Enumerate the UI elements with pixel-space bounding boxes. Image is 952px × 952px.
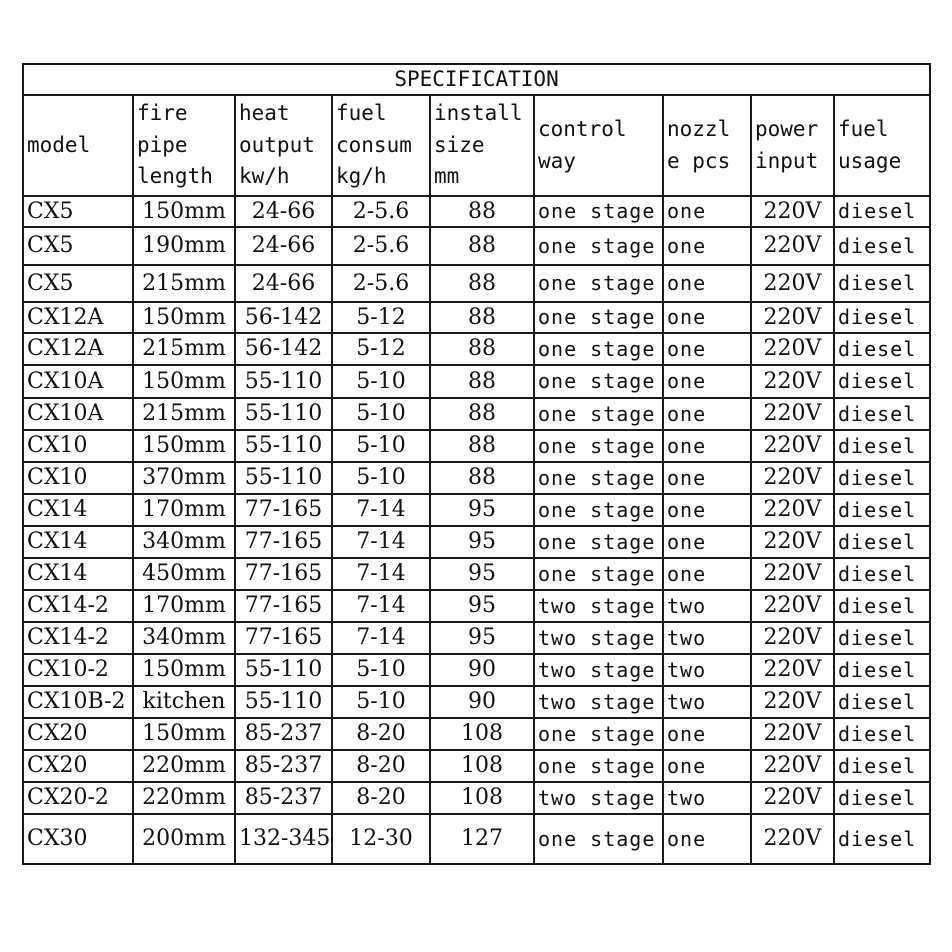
cell-heat-output: 77-165: [235, 622, 332, 654]
cell-control-way: one stage: [534, 302, 663, 333]
cell-fuel-usage: diesel: [834, 686, 930, 718]
cell-control-way: one stage: [534, 196, 663, 227]
cell-nozzle-pcs: one: [663, 494, 751, 526]
header-fire-pipe-length: [133, 95, 235, 196]
cell-fuel-consumption: 5-10: [332, 686, 430, 718]
cell-model: CX10A: [23, 365, 133, 398]
header-line: mm: [434, 164, 460, 189]
cell-control-way: two stage: [534, 686, 663, 718]
cell-model: CX10-2: [23, 654, 133, 686]
cell-heat-output: 77-165: [235, 558, 332, 590]
cell-fuel-usage: diesel: [834, 814, 930, 864]
cell-power-input: 220V: [751, 750, 834, 782]
cell-control-way: one stage: [534, 718, 663, 750]
cell-control-way: two stage: [534, 590, 663, 622]
cell-power-input: 220V: [751, 494, 834, 526]
cell-heat-output: 55-110: [235, 654, 332, 686]
cell-model: CX10A: [23, 398, 133, 430]
cell-heat-output: 55-110: [235, 686, 332, 718]
cell-control-way: one stage: [534, 814, 663, 864]
cell-nozzle-pcs: two: [663, 654, 751, 686]
table-row: [23, 398, 930, 430]
cell-nozzle-pcs: one: [663, 718, 751, 750]
cell-power-input: 220V: [751, 333, 834, 365]
cell-fuel-usage: diesel: [834, 590, 930, 622]
header-install-size: [430, 95, 534, 196]
header-model: [23, 95, 133, 196]
cell-nozzle-pcs: two: [663, 590, 751, 622]
cell-fire-pipe-length: 190mm: [133, 227, 235, 265]
cell-fuel-usage: diesel: [834, 398, 930, 430]
cell-power-input: 220V: [751, 430, 834, 462]
cell-fuel-usage: diesel: [834, 302, 930, 333]
table-row: [23, 686, 930, 718]
cell-power-input: 220V: [751, 654, 834, 686]
table-row: [23, 526, 930, 558]
cell-heat-output: 55-110: [235, 462, 332, 494]
cell-nozzle-pcs: one: [663, 558, 751, 590]
cell-fire-pipe-length: 150mm: [133, 302, 235, 333]
cell-fire-pipe-length: kitchen: [133, 686, 235, 718]
cell-power-input: 220V: [751, 526, 834, 558]
cell-model: CX10B-2: [23, 686, 133, 718]
cell-fuel-usage: diesel: [834, 622, 930, 654]
cell-heat-output: 132-345: [235, 814, 332, 864]
cell-power-input: 220V: [751, 814, 834, 864]
cell-nozzle-pcs: one: [663, 814, 751, 864]
cell-install-size: 127: [430, 814, 534, 864]
cell-install-size: 95: [430, 558, 534, 590]
cell-fire-pipe-length: 150mm: [133, 430, 235, 462]
cell-nozzle-pcs: one: [663, 333, 751, 365]
cell-nozzle-pcs: two: [663, 622, 751, 654]
cell-power-input: 220V: [751, 590, 834, 622]
cell-heat-output: 24-66: [235, 227, 332, 265]
cell-power-input: 220V: [751, 686, 834, 718]
cell-power-input: 220V: [751, 558, 834, 590]
cell-heat-output: 77-165: [235, 590, 332, 622]
cell-nozzle-pcs: one: [663, 265, 751, 302]
cell-heat-output: 56-142: [235, 333, 332, 365]
cell-control-way: one stage: [534, 750, 663, 782]
table-row: [23, 558, 930, 590]
cell-fuel-usage: diesel: [834, 462, 930, 494]
cell-control-way: one stage: [534, 398, 663, 430]
header-line: fuel: [336, 101, 387, 126]
cell-install-size: 108: [430, 782, 534, 814]
cell-install-size: 88: [430, 265, 534, 302]
table-row: [23, 718, 930, 750]
cell-control-way: two stage: [534, 654, 663, 686]
table-row: [23, 196, 930, 227]
cell-power-input: 220V: [751, 365, 834, 398]
cell-fuel-usage: diesel: [834, 558, 930, 590]
cell-control-way: one stage: [534, 333, 663, 365]
cell-fuel-consumption: 5-12: [332, 333, 430, 365]
cell-fire-pipe-length: 200mm: [133, 814, 235, 864]
table-row: [23, 750, 930, 782]
cell-control-way: one stage: [534, 526, 663, 558]
table-row: [23, 365, 930, 398]
cell-fire-pipe-length: 150mm: [133, 654, 235, 686]
cell-install-size: 90: [430, 654, 534, 686]
table-row: [23, 782, 930, 814]
cell-install-size: 90: [430, 686, 534, 718]
cell-heat-output: 77-165: [235, 494, 332, 526]
cell-install-size: 88: [430, 333, 534, 365]
table-row: [23, 227, 930, 265]
table-row: [23, 494, 930, 526]
cell-model: CX14: [23, 494, 133, 526]
cell-nozzle-pcs: one: [663, 526, 751, 558]
table-row: [23, 265, 930, 302]
cell-control-way: one stage: [534, 365, 663, 398]
specification-table: [22, 63, 931, 865]
cell-heat-output: 85-237: [235, 718, 332, 750]
header-line: fuel: [838, 117, 889, 141]
header-line: nozzl: [667, 117, 731, 141]
cell-heat-output: 85-237: [235, 750, 332, 782]
table-row: [23, 462, 930, 494]
cell-fuel-consumption: 7-14: [332, 526, 430, 558]
cell-fire-pipe-length: 450mm: [133, 558, 235, 590]
cell-fuel-consumption: 2-5.6: [332, 227, 430, 265]
cell-install-size: 108: [430, 718, 534, 750]
cell-install-size: 88: [430, 196, 534, 227]
cell-fuel-usage: diesel: [834, 227, 930, 265]
cell-fire-pipe-length: 220mm: [133, 782, 235, 814]
cell-model: CX20: [23, 750, 133, 782]
cell-fuel-consumption: 8-20: [332, 750, 430, 782]
cell-nozzle-pcs: one: [663, 398, 751, 430]
cell-nozzle-pcs: two: [663, 782, 751, 814]
cell-fuel-consumption: 5-10: [332, 462, 430, 494]
cell-fire-pipe-length: 340mm: [133, 622, 235, 654]
cell-install-size: 88: [430, 462, 534, 494]
cell-model: CX10: [23, 462, 133, 494]
cell-fire-pipe-length: 215mm: [133, 333, 235, 365]
cell-fuel-consumption: 7-14: [332, 590, 430, 622]
cell-power-input: 220V: [751, 718, 834, 750]
cell-fuel-consumption: 7-14: [332, 558, 430, 590]
cell-power-input: 220V: [751, 462, 834, 494]
cell-fuel-usage: diesel: [834, 333, 930, 365]
cell-fire-pipe-length: 150mm: [133, 365, 235, 398]
cell-nozzle-pcs: one: [663, 365, 751, 398]
cell-power-input: 220V: [751, 227, 834, 265]
cell-fuel-usage: diesel: [834, 782, 930, 814]
cell-power-input: 220V: [751, 782, 834, 814]
cell-model: CX30: [23, 814, 133, 864]
cell-heat-output: 24-66: [235, 196, 332, 227]
table-row: [23, 333, 930, 365]
cell-fuel-usage: diesel: [834, 494, 930, 526]
cell-fire-pipe-length: 370mm: [133, 462, 235, 494]
cell-fuel-consumption: 5-10: [332, 365, 430, 398]
cell-model: CX12A: [23, 333, 133, 365]
header-line: power: [755, 117, 819, 141]
cell-heat-output: 77-165: [235, 526, 332, 558]
cell-fuel-usage: diesel: [834, 265, 930, 302]
cell-control-way: one stage: [534, 265, 663, 302]
cell-fire-pipe-length: 215mm: [133, 398, 235, 430]
table-row: [23, 622, 930, 654]
cell-heat-output: 24-66: [235, 265, 332, 302]
cell-control-way: one stage: [534, 227, 663, 265]
table-row: [23, 654, 930, 686]
cell-fuel-consumption: 7-14: [332, 494, 430, 526]
cell-install-size: 95: [430, 494, 534, 526]
cell-control-way: one stage: [534, 462, 663, 494]
header-row: [23, 95, 930, 196]
cell-model: CX14: [23, 558, 133, 590]
cell-fuel-usage: diesel: [834, 750, 930, 782]
cell-control-way: one stage: [534, 494, 663, 526]
cell-install-size: 95: [430, 526, 534, 558]
cell-fuel-consumption: 5-10: [332, 430, 430, 462]
cell-model: CX14-2: [23, 590, 133, 622]
cell-fire-pipe-length: 170mm: [133, 494, 235, 526]
header-power-input: [751, 95, 834, 196]
header-line: input: [755, 148, 819, 173]
header-nozzle-pcs: [663, 95, 751, 196]
table-row: [23, 302, 930, 333]
cell-fuel-usage: diesel: [834, 430, 930, 462]
cell-fire-pipe-length: 170mm: [133, 590, 235, 622]
cell-heat-output: 56-142: [235, 302, 332, 333]
cell-power-input: 220V: [751, 622, 834, 654]
cell-power-input: 220V: [751, 196, 834, 227]
cell-fuel-consumption: 2-5.6: [332, 265, 430, 302]
cell-fuel-consumption: 2-5.6: [332, 196, 430, 227]
cell-nozzle-pcs: one: [663, 302, 751, 333]
header-fuel-consumption: [332, 95, 430, 196]
header-line: model: [27, 132, 91, 157]
cell-fuel-consumption: 5-10: [332, 398, 430, 430]
cell-fuel-consumption: 5-10: [332, 654, 430, 686]
cell-power-input: 220V: [751, 398, 834, 430]
cell-fuel-usage: diesel: [834, 196, 930, 227]
cell-control-way: one stage: [534, 430, 663, 462]
cell-fire-pipe-length: 150mm: [133, 718, 235, 750]
cell-nozzle-pcs: one: [663, 196, 751, 227]
header-line: way: [538, 148, 576, 173]
header-line: control: [538, 117, 627, 141]
table-row: [23, 590, 930, 622]
cell-heat-output: 85-237: [235, 782, 332, 814]
cell-fire-pipe-length: 150mm: [133, 196, 235, 227]
header-line: output: [239, 132, 315, 157]
cell-model: CX5: [23, 265, 133, 302]
header-line: heat: [239, 101, 290, 126]
cell-heat-output: 55-110: [235, 365, 332, 398]
cell-fuel-usage: diesel: [834, 365, 930, 398]
table-title: SPECIFICATION: [23, 64, 930, 95]
header-control-way: [534, 95, 663, 196]
cell-install-size: 88: [430, 365, 534, 398]
cell-model: CX12A: [23, 302, 133, 333]
cell-heat-output: 55-110: [235, 398, 332, 430]
table-body: [23, 196, 930, 864]
cell-nozzle-pcs: one: [663, 462, 751, 494]
cell-fuel-usage: diesel: [834, 718, 930, 750]
cell-nozzle-pcs: two: [663, 686, 751, 718]
cell-install-size: 95: [430, 622, 534, 654]
cell-model: CX5: [23, 196, 133, 227]
cell-fuel-consumption: 5-12: [332, 302, 430, 333]
cell-model: CX20: [23, 718, 133, 750]
cell-fuel-consumption: 8-20: [332, 718, 430, 750]
header-line: pipe: [137, 132, 188, 157]
header-line: e pcs: [667, 148, 731, 173]
cell-model: CX5: [23, 227, 133, 265]
cell-nozzle-pcs: one: [663, 750, 751, 782]
cell-model: CX10: [23, 430, 133, 462]
cell-fuel-usage: diesel: [834, 654, 930, 686]
cell-control-way: one stage: [534, 558, 663, 590]
cell-model: CX20-2: [23, 782, 133, 814]
cell-control-way: two stage: [534, 622, 663, 654]
header-line: consum: [336, 132, 412, 157]
cell-power-input: 220V: [751, 302, 834, 333]
header-line: kw/h: [239, 164, 290, 189]
cell-fire-pipe-length: 215mm: [133, 265, 235, 302]
cell-fuel-usage: diesel: [834, 526, 930, 558]
cell-install-size: 108: [430, 750, 534, 782]
cell-nozzle-pcs: one: [663, 430, 751, 462]
cell-power-input: 220V: [751, 265, 834, 302]
header-line: usage: [838, 148, 902, 173]
cell-install-size: 88: [430, 302, 534, 333]
header-line: install: [434, 101, 523, 126]
cell-model: CX14-2: [23, 622, 133, 654]
header-line: fire: [137, 101, 188, 126]
cell-install-size: 88: [430, 398, 534, 430]
cell-install-size: 88: [430, 430, 534, 462]
cell-nozzle-pcs: one: [663, 227, 751, 265]
cell-control-way: two stage: [534, 782, 663, 814]
header-line: kg/h: [336, 164, 387, 189]
cell-heat-output: 55-110: [235, 430, 332, 462]
header-line: length: [137, 164, 213, 189]
cell-fire-pipe-length: 220mm: [133, 750, 235, 782]
cell-install-size: 95: [430, 590, 534, 622]
cell-fuel-consumption: 8-20: [332, 782, 430, 814]
cell-install-size: 88: [430, 227, 534, 265]
header-fuel-usage: [834, 95, 930, 196]
header-line: size: [434, 132, 485, 157]
cell-model: CX14: [23, 526, 133, 558]
header-heat-output: [235, 95, 332, 196]
cell-fire-pipe-length: 340mm: [133, 526, 235, 558]
cell-fuel-consumption: 7-14: [332, 622, 430, 654]
table-row: [23, 814, 930, 864]
table-row: [23, 430, 930, 462]
cell-fuel-consumption: 12-30: [332, 814, 430, 864]
